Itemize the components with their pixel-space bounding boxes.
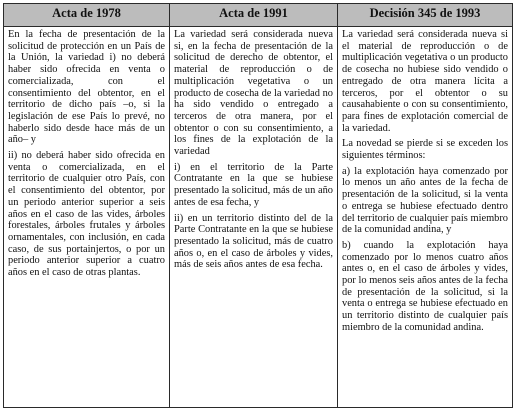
- cell-acta-1978: [4, 27, 170, 408]
- paragraph: ii) no deberá haber sido ofrecida en venta o comercializada, en el territorio de cualquier otro País, con el consentimiento del obtentor, por un periodo anterior superior a seis años en el caso de las vides, árboles forestales, árboles frutales y árboles ornamentales, con inclusión, en cada caso, de sus portainjertos, o por un periodo anterior superior a cuatro años en el caso de otras plantas.: [8, 150, 165, 279]
- cell-acta-1991: [170, 27, 338, 408]
- header-acta-1991: Acta de 1991: [170, 4, 338, 27]
- paragraph: La novedad se pierde si se exceden los siguientes términos:: [342, 138, 508, 162]
- paragraph: ii) en un territorio distinto del de la Parte Contratante en la que se hubiese presentado la solicitud, más de cuatro años o, en el caso de árboles y vides, más de seis años antes de esa fecha.: [174, 212, 333, 271]
- paragraph: En la fecha de presentación de la solicitud de protección en un País de la Unión, la variedad i) no deberá haber sido ofrecida en venta o comercializada, con el consentimiento del obtentor, en el territorio de dicho país –o, si la legislación de ese País lo prevé, no haberlo sido desde hace más de un año– y: [8, 29, 165, 146]
- paragraph: a) la explotación haya comenzado por lo menos un año antes de la fecha de presentación de la solicitud, si la venta o entrega se hubiese efectuado dentro del territorio de cualquier país miembro de la comunidad andina, y: [342, 165, 508, 236]
- paragraph: La variedad será considerada nueva si, en la fecha de presentación de la solicitud de derecho de obtentor, el material de reproducción o de multiplicación vegetativa o un producto de cosecha de la variedad no ha sido vendido o entregado a terceros de otra manera, por el obtentor o con su consentimiento, a los fines de la explotación de la variedad: [174, 29, 333, 158]
- paragraph: i) en el territorio de la Parte Contratante en la que se hubiese presentado la solicitud, más de un año antes de esa fecha, y: [174, 161, 333, 208]
- comparison-table: [3, 3, 513, 408]
- header-acta-1978: Acta de 1978: [4, 4, 170, 27]
- paragraph: b) cuando la explotación haya comenzado por lo menos cuatro años antes o, en el caso de árboles y vides, por lo menos seis años antes de la fecha de presentación de la solicitud, si la venta o entrega se hubiese efectuado en un territorio distinto de cualquier país miembro de la comunidad andina.: [342, 239, 508, 333]
- table-header-row: [4, 4, 513, 27]
- paragraph: La variedad será considerada nueva si el material de reproducción o de multiplicación vegetativa o un producto de cosecha no hubiese sido vendido o entregado de otra manera lícita a terceros, por el obtentor o su causahabiente o con su consentimiento, para fines de explotación comercial de la variedad.: [342, 29, 508, 134]
- cell-decision-345: [338, 27, 513, 408]
- table-row: [4, 27, 513, 408]
- header-decision-345: Decisión 345 de 1993: [338, 4, 513, 27]
